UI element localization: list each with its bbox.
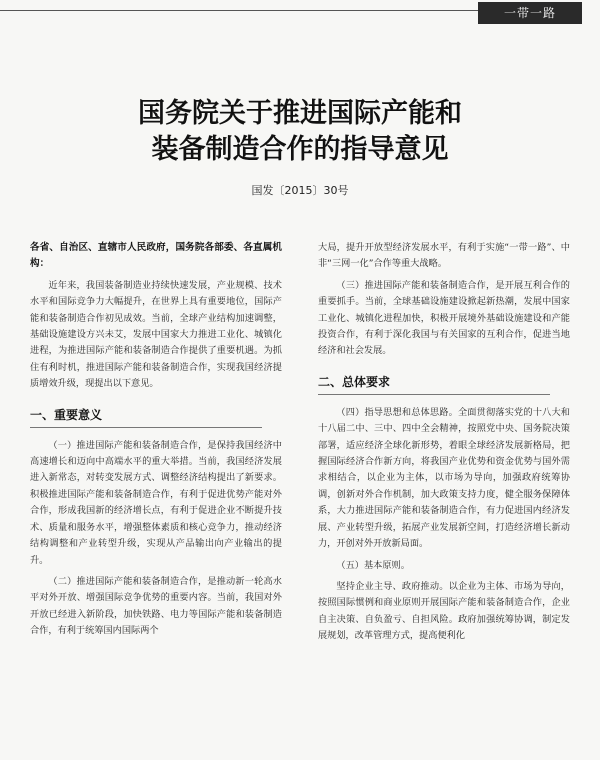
section-heading-2: 二、总体要求 bbox=[318, 374, 391, 389]
intro-paragraph: 近年来，我国装备制造业持续快速发展，产业规模、技术水平和国际竞争力大幅提升，在世界上具有重要地位，国际产能和装备制造合作初见成效。当前，全球产业结构加速调整，基础设施建设方兴未艾，发展中国家大力推进工业化、城镇化进程，为推进国际产能和装备制造合作提供了重要机遇。为抓住有利时机，推进国际产能和装备制造合作，实现我国经济提质增效升级，现提出以下意见。 bbox=[30, 279, 282, 390]
paragraph-1: （一）推进国际产能和装备制造合作，是保持我国经济中高速增长和迈向中高端水平的重大举措。当前，我国经济发展进入新常态，对转变发展方式、调整经济结构提出了新要求。积极推进国际产能和装备制造合作，有利于促进优势产能对外合作，形成我国新的经济增长点，有利于促进企业不断提升技术、质量和服务水平，增强整体素质和核心竞争力，推动经济结构调整和产业转型升级，实现从产品输出向产业输出的提升。 bbox=[30, 439, 282, 566]
left-column bbox=[30, 240, 282, 645]
paragraph-2: （二）推进国际产能和装备制造合作，是推动新一轮高水平对外开放、增强国际竞争优势的重要内容。当前，我国对外开放已经进入新阶段，加快铁路、电力等国际产能和装备制造合作，有利于统筹国内国际两个 bbox=[30, 575, 282, 637]
paragraph-3: （三）推进国际产能和装备制造合作，是开展互利合作的重要抓手。当前，全球基础设施建设掀起新热潮，发展中国家工业化、城镇化进程加快，积极开展境外基础设施建设和产能投资合作，有利于深化我国与有关国家的互利合作，促进当地经济和社会发展。 bbox=[318, 279, 570, 357]
section-heading-2-rule bbox=[318, 394, 550, 395]
section-heading-1-rule bbox=[30, 427, 262, 428]
paragraph-4: （四）指导思想和总体思路。全面贯彻落实党的十八大和十八届二中、三中、四中全会精神，按照党中央、国务院决策部署，适应经济全球化新形势，着眼全球经济发展新格局，把握国际经济合作新方向，将我国产业优势和资金优势与国外需求相结合，以企业为主体，以市场为导向，加强政府统筹协调，创新对外合作机制，加大政策支持力度，健全服务保障体系，大力推进国际产能和装备制造合作，有力促进国内经济发展、产业转型升级，拓展产业发展新空间，打造经济增长新动力，开创对外开放新局面。 bbox=[318, 406, 570, 550]
section-tab: 一带一路 bbox=[478, 2, 582, 24]
paragraph-5: （五）基本原则。 bbox=[336, 559, 410, 571]
paragraph-2-continued: 大局，提升开放型经济发展水平，有利于实施“一带一路”、中非“三网一化”合作等重大战略。 bbox=[318, 242, 570, 270]
title-line-2: 装备制造合作的指导意见 bbox=[151, 134, 449, 165]
header-rule bbox=[0, 10, 478, 11]
document-title bbox=[0, 96, 600, 168]
address-line: 各省、自治区、直辖市人民政府，国务院各部委、各直属机构： bbox=[30, 242, 282, 270]
paragraph-6: 坚持企业主导、政府推动。以企业为主体、市场为导向，按照国际惯例和商业原则开展国际产能和装备制造合作，企业自主决策、自负盈亏、自担风险。政府加强统筹协调，制定发展规划，改革管理方式，提高便利化 bbox=[318, 580, 570, 642]
right-column bbox=[318, 240, 570, 650]
section-heading-1: 一、重要意义 bbox=[30, 407, 103, 422]
document-number: 国发〔2015〕30号 bbox=[251, 184, 349, 197]
title-line-1: 国务院关于推进国际产能和 bbox=[138, 98, 462, 129]
